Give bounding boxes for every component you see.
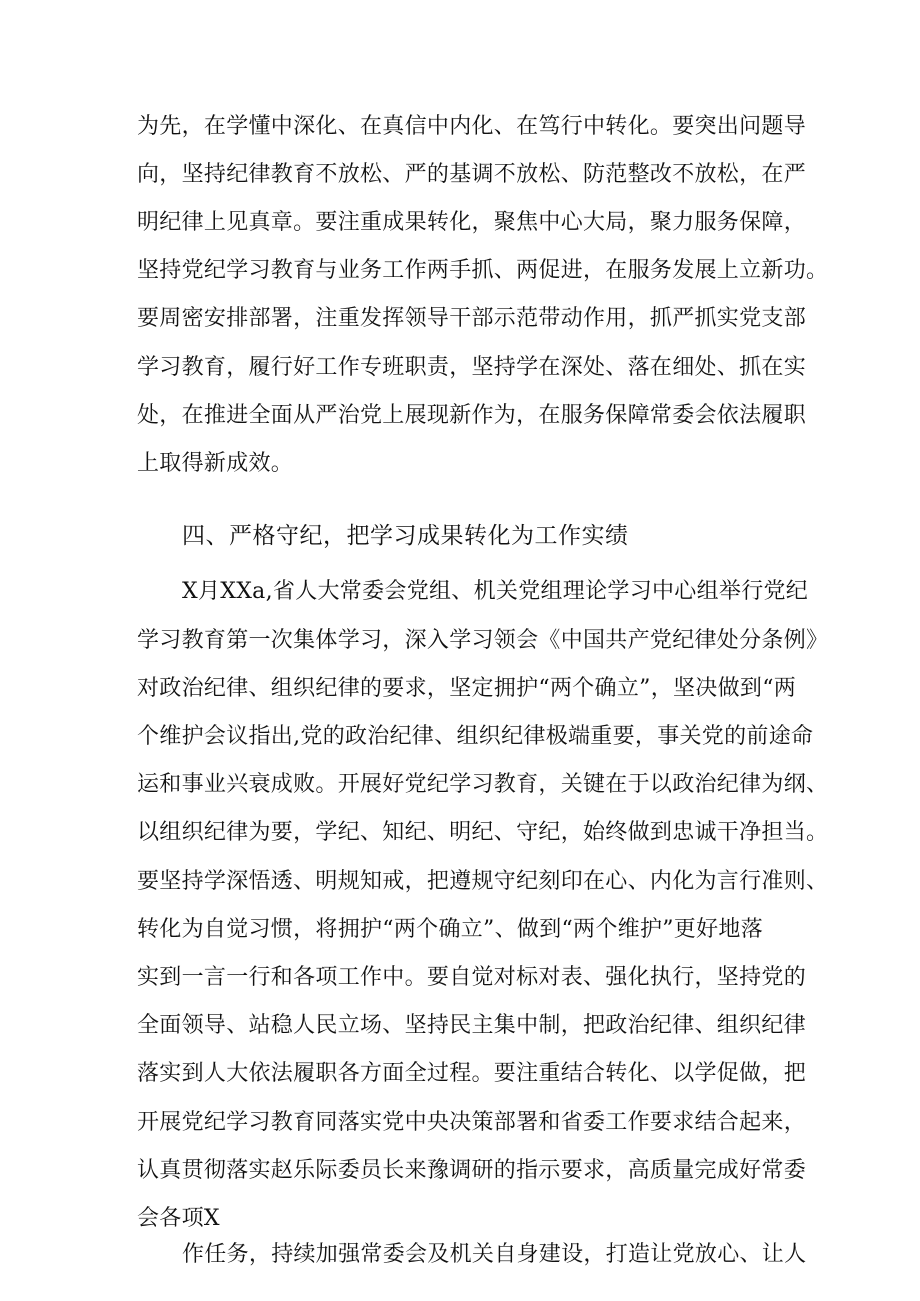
paragraph-2-line-1: X月XXa,省人大常委会党组、机关党组理论学习中心组举行党纪	[182, 579, 809, 604]
paragraph-1-line-5: 要周密安排部署，注重发挥领导干部示范带动作用，抓严抓实党支部	[137, 306, 807, 331]
paragraph-2-line-12: 开展党纪学习教育同落实党中央决策部署和省委工作要求结合起来，	[137, 1110, 807, 1135]
paragraph-2-line-13: 认真贯彻落实赵乐际委员长来豫调研的指示要求，高质量完成好常委	[137, 1158, 807, 1183]
paragraph-2-line-4: 个维护会议指出,党的政治纪律、组织纪律极端重要，事关党的前途命	[137, 724, 814, 749]
paragraph-1-line-4: 坚持党纪学习教育与业务工作两手抓、两促进，在服务发展上立新功。	[137, 258, 829, 283]
paragraph-1-line-1: 为先，在学懂中深化、在真信中内化、在笃行中转化。要突出问题导	[137, 114, 807, 139]
paragraph-2-line-9: 实到一言一行和各项工作中。要自觉对标对表、强化执行，坚持党的	[137, 965, 807, 990]
paragraph-2-line-11: 落实到人大依法履职各方面全过程。要注重结合转化、以学促做，把	[137, 1061, 807, 1086]
paragraph-2-line-10: 全面领导、站稳人民立场、坚持民主集中制，把政治纪律、组织纪律	[137, 1013, 807, 1038]
paragraph-3-line-1: 作任务，持续加强常委会及机关自身建设，打造让党放心、让人	[182, 1242, 807, 1267]
paragraph-2-line-8: 转化为自觉习惯，将拥护“两个确立”、做到“两个维护”更好地落	[137, 917, 763, 942]
paragraph-2-line-3: 对政治纪律、组织纪律的要求，坚定拥护“两个确立”，坚决做到“两	[137, 676, 797, 701]
paragraph-2-line-7: 要坚持学深悟透、明规知戒，把遵规守纪刻印在心、内化为言行准则、	[137, 869, 829, 894]
paragraph-2-line-2: 学习教育第一次集体学习，深入学习领会《中国共产党纪律处分条例》	[137, 628, 829, 653]
paragraph-1-line-6: 学习教育，履行好工作专班职责，坚持学在深处、落在细处、抓在实	[137, 355, 807, 380]
paragraph-1-line-3: 明纪律上见真章。要注重成果转化，聚焦中心大局，聚力服务保障，	[137, 210, 807, 235]
section-heading: 四、严格守纪，把学习成果转化为工作实绩	[182, 523, 629, 549]
paragraph-2-line-6: 以组织纪律为要，学纪、知纪、明纪、守纪，始终做到忠诚干净担当。	[137, 820, 829, 845]
paragraph-1-line-8: 上取得新成效。	[137, 451, 294, 476]
paragraph-1-line-7: 处，在推进全面从严治党上展现新作为，在服务保障常委会依法履职	[137, 403, 807, 428]
paragraph-2-line-5: 运和事业兴衰成败。开展好党纪学习教育，关键在于以政治纪律为纲、	[137, 772, 829, 797]
paragraph-1-line-2: 向，坚持纪律教育不放松、严的基调不放松、防范整改不放松，在严	[137, 162, 807, 187]
paragraph-2-line-14: 会各项X	[137, 1206, 220, 1231]
